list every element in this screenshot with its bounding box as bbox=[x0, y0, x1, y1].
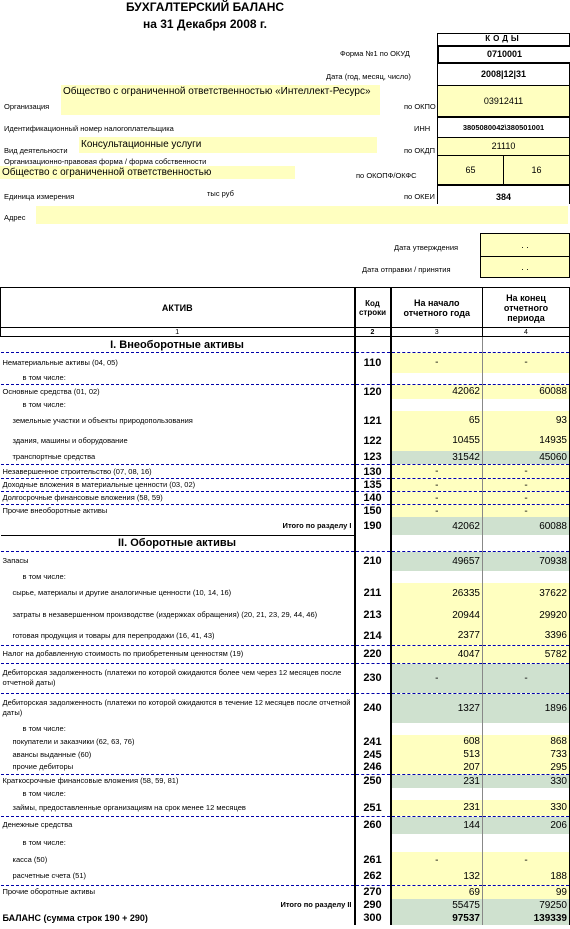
row-label: покупатели и заказчики (62, 63, 76) bbox=[12, 736, 135, 746]
row-value-end[interactable]: 37622 bbox=[483, 583, 570, 603]
row-value-start[interactable]: 608 bbox=[391, 735, 483, 748]
col-num-4: 4 bbox=[483, 328, 570, 337]
row-code: 213 bbox=[355, 603, 391, 627]
row-value-end[interactable]: 93 bbox=[483, 411, 570, 431]
row-label: в том числе: bbox=[22, 399, 66, 409]
table-row bbox=[1, 373, 570, 385]
row-code: 210 bbox=[355, 551, 391, 571]
row-value-end[interactable]: 60088 bbox=[483, 517, 570, 535]
section-start-cell bbox=[391, 535, 483, 551]
row-value-start[interactable]: 97537 bbox=[391, 911, 483, 925]
table-row bbox=[1, 411, 570, 431]
row-value-end[interactable]: - bbox=[483, 465, 570, 479]
send-label: Дата отправки / принятия bbox=[362, 265, 451, 274]
row-value-end bbox=[483, 399, 570, 411]
row-label: здания, машины и оборудование bbox=[12, 435, 128, 445]
row-value-end[interactable]: - bbox=[483, 479, 570, 492]
row-label: Долгосрочные финансовые вложения (58, 59) bbox=[1, 492, 355, 505]
activity-field[interactable]: Консультационные услуги bbox=[79, 137, 377, 153]
row-code: 260 bbox=[355, 816, 391, 834]
row-label: Нематериальные активы (04, 05) bbox=[1, 353, 355, 373]
row-code: 270 bbox=[355, 885, 391, 899]
row-value-start bbox=[391, 571, 483, 583]
row-value-end[interactable]: - bbox=[483, 663, 570, 693]
section-header-row bbox=[1, 535, 570, 551]
row-label: в том числе: bbox=[22, 572, 66, 581]
row-value-end[interactable]: 60088 bbox=[483, 385, 570, 399]
inn-short-label: ИНН bbox=[414, 124, 431, 133]
row-code: 262 bbox=[355, 868, 391, 885]
okpo-value[interactable]: 03912411 bbox=[437, 85, 570, 117]
row-value-end[interactable]: 99 bbox=[483, 885, 570, 899]
row-label: Незавершенное строительство (07, 08, 16) bbox=[1, 465, 355, 479]
row-code bbox=[355, 373, 391, 385]
section-code-cell bbox=[355, 535, 391, 551]
row-code: 290 bbox=[355, 899, 391, 911]
row-value-start[interactable]: - bbox=[391, 505, 483, 518]
date-value: 2008|12|31 bbox=[437, 62, 570, 86]
row-code: 120 bbox=[355, 385, 391, 399]
table-row bbox=[1, 399, 570, 411]
address-label: Адрес bbox=[4, 213, 26, 222]
table-row bbox=[1, 748, 570, 761]
table-row bbox=[1, 465, 570, 479]
row-code: 140 bbox=[355, 492, 391, 505]
row-code bbox=[355, 571, 391, 583]
table-row bbox=[1, 723, 570, 735]
table-row bbox=[1, 551, 570, 571]
row-value-start[interactable]: 231 bbox=[391, 800, 483, 816]
column-numbers-row bbox=[1, 328, 570, 337]
page-subtitle: на 31 Декабря 2008 г. bbox=[142, 17, 268, 31]
row-value-start[interactable]: 65 bbox=[391, 411, 483, 431]
row-value-end[interactable]: - bbox=[483, 505, 570, 518]
approve-label: Дата утверждения bbox=[394, 243, 459, 252]
row-label: Дебиторская задолженность (платежи по которой ожидаются более чем через 12 месяцев после отчетной даты) bbox=[1, 663, 355, 693]
row-value-end[interactable]: 70938 bbox=[483, 551, 570, 571]
row-value-start[interactable]: 31542 bbox=[391, 451, 483, 465]
row-value-start[interactable]: 10455 bbox=[391, 431, 483, 451]
table-row bbox=[1, 885, 570, 899]
row-label: транспортные средства bbox=[12, 452, 96, 462]
col-num-3: 3 bbox=[391, 328, 483, 337]
row-value-end bbox=[483, 788, 570, 800]
send-date[interactable]: . . bbox=[480, 256, 570, 278]
row-value-end[interactable]: 330 bbox=[483, 800, 570, 816]
section-code-cell bbox=[355, 337, 391, 353]
row-value-end[interactable]: 1896 bbox=[483, 693, 570, 723]
row-code: 150 bbox=[355, 505, 391, 518]
row-label: в том числе: bbox=[22, 373, 66, 383]
row-label: Налог на добавленную стоимость по приобретенным ценностям (19) bbox=[1, 645, 355, 663]
row-label: в том числе: bbox=[22, 789, 66, 798]
balance-table bbox=[0, 287, 570, 925]
row-code bbox=[355, 723, 391, 735]
row-value-end[interactable]: 139339 bbox=[483, 911, 570, 925]
table-row bbox=[1, 816, 570, 834]
row-value-start[interactable]: - bbox=[391, 663, 483, 693]
table-row bbox=[1, 517, 570, 535]
row-value-start[interactable]: 42062 bbox=[391, 517, 483, 535]
address-field[interactable] bbox=[36, 206, 568, 224]
row-code: 245 bbox=[355, 748, 391, 761]
row-label: авансы выданные (60) bbox=[12, 749, 92, 759]
row-value-start bbox=[391, 373, 483, 385]
approve-date[interactable]: . . bbox=[480, 233, 570, 257]
table-row bbox=[1, 788, 570, 800]
row-value-end[interactable]: 29920 bbox=[483, 603, 570, 627]
table-row bbox=[1, 385, 570, 399]
row-value-start[interactable]: 513 bbox=[391, 748, 483, 761]
row-value-start[interactable]: 4047 bbox=[391, 645, 483, 663]
table-row bbox=[1, 761, 570, 774]
row-label: касса (50) bbox=[12, 855, 48, 864]
okopf-value[interactable]: 65 bbox=[437, 155, 504, 185]
row-code: 240 bbox=[355, 693, 391, 723]
table-row bbox=[1, 868, 570, 885]
table-row bbox=[1, 911, 570, 925]
date-label: Дата (год, месяц, число) bbox=[326, 72, 411, 81]
row-value-end[interactable]: 188 bbox=[483, 868, 570, 885]
table-row bbox=[1, 852, 570, 868]
table-row bbox=[1, 774, 570, 788]
col-header-asset: АКТИВ bbox=[1, 288, 355, 328]
row-value-end[interactable]: 295 bbox=[483, 761, 570, 774]
row-code: 220 bbox=[355, 645, 391, 663]
col-num-1: 1 bbox=[1, 328, 355, 337]
table-row bbox=[1, 899, 570, 911]
table-row bbox=[1, 583, 570, 603]
row-code: 241 bbox=[355, 735, 391, 748]
row-code: 130 bbox=[355, 465, 391, 479]
table-row bbox=[1, 603, 570, 627]
table-row bbox=[1, 800, 570, 816]
table-header-row bbox=[1, 288, 570, 328]
col-header-end: На конец отчетного периода bbox=[483, 288, 570, 328]
row-value-start[interactable]: 132 bbox=[391, 868, 483, 885]
okpo-label: по ОКПО bbox=[404, 102, 436, 111]
table-row bbox=[1, 663, 570, 693]
form-code: 0710001 bbox=[437, 45, 570, 64]
row-value-start[interactable]: 26335 bbox=[391, 583, 483, 603]
row-label: Денежные средства bbox=[1, 816, 355, 834]
unit-label: Единица измерения bbox=[4, 192, 75, 201]
row-value-end[interactable]: 868 bbox=[483, 735, 570, 748]
row-value-end bbox=[483, 373, 570, 385]
row-value-start[interactable]: 2377 bbox=[391, 627, 483, 645]
row-value-end[interactable]: 3396 bbox=[483, 627, 570, 645]
row-code bbox=[355, 788, 391, 800]
row-value-start[interactable]: - bbox=[391, 353, 483, 373]
row-value-end[interactable]: 45060 bbox=[483, 451, 570, 465]
section-title: II. Оборотные активы bbox=[1, 535, 355, 551]
form-own-label: Организационно-правовая форма / форма собственности bbox=[4, 157, 207, 166]
form-own-field[interactable]: Общество с ограниченной ответственностью bbox=[0, 166, 295, 179]
row-code: 190 bbox=[355, 517, 391, 535]
row-value-start[interactable]: - bbox=[391, 465, 483, 479]
inn-value: 3805080042\380501001 bbox=[437, 117, 570, 138]
row-code: 110 bbox=[355, 353, 391, 373]
section-end-cell bbox=[483, 337, 570, 353]
col-num-2: 2 bbox=[355, 328, 391, 337]
okopf-label: по ОКОПФ/ОКФС bbox=[356, 171, 417, 180]
row-value-end[interactable]: - bbox=[483, 852, 570, 868]
table-row bbox=[1, 505, 570, 518]
row-label: Итого по разделу II bbox=[280, 900, 352, 909]
row-value-start[interactable]: 1327 bbox=[391, 693, 483, 723]
table-row bbox=[1, 492, 570, 505]
row-code bbox=[355, 399, 391, 411]
row-value-start[interactable]: 20944 bbox=[391, 603, 483, 627]
page-title: БУХГАЛТЕРСКИЙ БАЛАНС bbox=[125, 0, 285, 14]
row-label: Прочие оборотные активы bbox=[1, 885, 355, 899]
row-value-end[interactable]: - bbox=[483, 492, 570, 505]
row-label: затраты в незавершенном производстве (издержках обращения) (20, 21, 23, 29, 44, 46) bbox=[12, 610, 318, 619]
codes-header: КОДЫ bbox=[437, 33, 570, 46]
row-value-end bbox=[483, 723, 570, 735]
row-label: Дебиторская задолженность (платежи по которой ожидаются в течение 12 месяцев после отчетной даты) bbox=[1, 693, 355, 723]
row-code: 246 bbox=[355, 761, 391, 774]
row-value-end[interactable]: 330 bbox=[483, 774, 570, 788]
row-label: БАЛАНС (сумма строк 190 + 290) bbox=[2, 913, 148, 923]
row-value-start[interactable]: - bbox=[391, 852, 483, 868]
table-row bbox=[1, 834, 570, 852]
okdp-value[interactable]: 21110 bbox=[437, 137, 570, 156]
row-code: 251 bbox=[355, 800, 391, 816]
table-row bbox=[1, 735, 570, 748]
row-value-end[interactable]: 206 bbox=[483, 816, 570, 834]
form-label: Форма №1 по ОКУД bbox=[340, 49, 410, 58]
row-value-start[interactable]: - bbox=[391, 479, 483, 492]
section-title: I. Внеоборотные активы bbox=[1, 337, 355, 353]
row-label: сырье, материалы и другие аналогичные ценности (10, 14, 16) bbox=[12, 588, 232, 597]
row-value-start[interactable]: 69 bbox=[391, 885, 483, 899]
unit-value: тыс руб bbox=[207, 189, 234, 198]
row-value-start[interactable]: 144 bbox=[391, 816, 483, 834]
row-label: Прочие внеоборотные активы bbox=[1, 505, 355, 518]
table-row bbox=[1, 627, 570, 645]
table-row bbox=[1, 353, 570, 373]
row-value-start[interactable]: 49657 bbox=[391, 551, 483, 571]
table-row bbox=[1, 645, 570, 663]
row-value-end[interactable]: 79250 bbox=[483, 899, 570, 911]
row-code: 250 bbox=[355, 774, 391, 788]
row-code: 214 bbox=[355, 627, 391, 645]
section-header-row bbox=[1, 337, 570, 353]
row-code: 135 bbox=[355, 479, 391, 492]
row-code: 121 bbox=[355, 411, 391, 431]
row-label: Доходные вложения в материальные ценности (03, 02) bbox=[1, 479, 355, 492]
row-code: 230 bbox=[355, 663, 391, 693]
row-value-end[interactable]: 733 bbox=[483, 748, 570, 761]
row-label: Основные средства (01, 02) bbox=[1, 385, 355, 399]
row-code bbox=[355, 834, 391, 852]
table-row bbox=[1, 451, 570, 465]
row-value-start bbox=[391, 723, 483, 735]
row-code: 261 bbox=[355, 852, 391, 868]
row-value-end[interactable]: 14935 bbox=[483, 431, 570, 451]
row-code: 300 bbox=[355, 911, 391, 925]
row-value-end[interactable]: 5782 bbox=[483, 645, 570, 663]
row-value-start[interactable]: - bbox=[391, 492, 483, 505]
org-label: Организация bbox=[4, 102, 50, 111]
okfs-value[interactable]: 16 bbox=[503, 155, 570, 185]
row-label: в том числе: bbox=[22, 838, 66, 847]
row-label: Краткосрочные финансовые вложения (58, 59, 81) bbox=[1, 774, 355, 788]
table-row bbox=[1, 479, 570, 492]
row-code: 211 bbox=[355, 583, 391, 603]
okdp-label: по ОКДП bbox=[404, 146, 435, 155]
row-value-start bbox=[391, 399, 483, 411]
row-value-end bbox=[483, 571, 570, 583]
row-value-start bbox=[391, 788, 483, 800]
row-value-start[interactable]: 231 bbox=[391, 774, 483, 788]
row-label: Запасы bbox=[1, 551, 355, 571]
activity-label: Вид деятельности bbox=[4, 146, 68, 155]
org-field[interactable]: Общество с ограниченной ответственностью «Интеллект-Ресурс» bbox=[61, 85, 380, 115]
col-header-code: Код строки bbox=[355, 288, 391, 328]
inn-label: Идентификационный номер налогоплательщика bbox=[4, 124, 174, 133]
section-end-cell bbox=[483, 535, 570, 551]
row-label: готовая продукция и товары для перепродажи (16, 41, 43) bbox=[12, 630, 215, 640]
row-value-start[interactable]: 55475 bbox=[391, 899, 483, 911]
okei-value: 384 bbox=[437, 185, 570, 204]
okei-label: по ОКЕИ bbox=[404, 192, 435, 201]
table-row bbox=[1, 571, 570, 583]
row-value-start bbox=[391, 834, 483, 852]
row-value-end bbox=[483, 834, 570, 852]
section-start-cell bbox=[391, 337, 483, 353]
row-label: займы, предоставленные организациям на срок менее 12 месяцев bbox=[12, 802, 246, 812]
table-row bbox=[1, 693, 570, 723]
row-label: в том числе: bbox=[22, 724, 66, 733]
row-label: Итого по разделу I bbox=[282, 520, 352, 530]
row-value-end[interactable]: - bbox=[483, 353, 570, 373]
row-label: расчетные счета (51) bbox=[12, 871, 86, 881]
row-label: земельные участки и объекты природопользования bbox=[12, 415, 193, 425]
row-code: 122 bbox=[355, 431, 391, 451]
row-value-start[interactable]: 42062 bbox=[391, 385, 483, 399]
col-header-start: На начало отчетного года bbox=[391, 288, 483, 328]
row-code: 123 bbox=[355, 451, 391, 465]
row-label: прочие дебиторы bbox=[12, 762, 74, 772]
row-value-start[interactable]: 207 bbox=[391, 761, 483, 774]
table-row bbox=[1, 431, 570, 451]
